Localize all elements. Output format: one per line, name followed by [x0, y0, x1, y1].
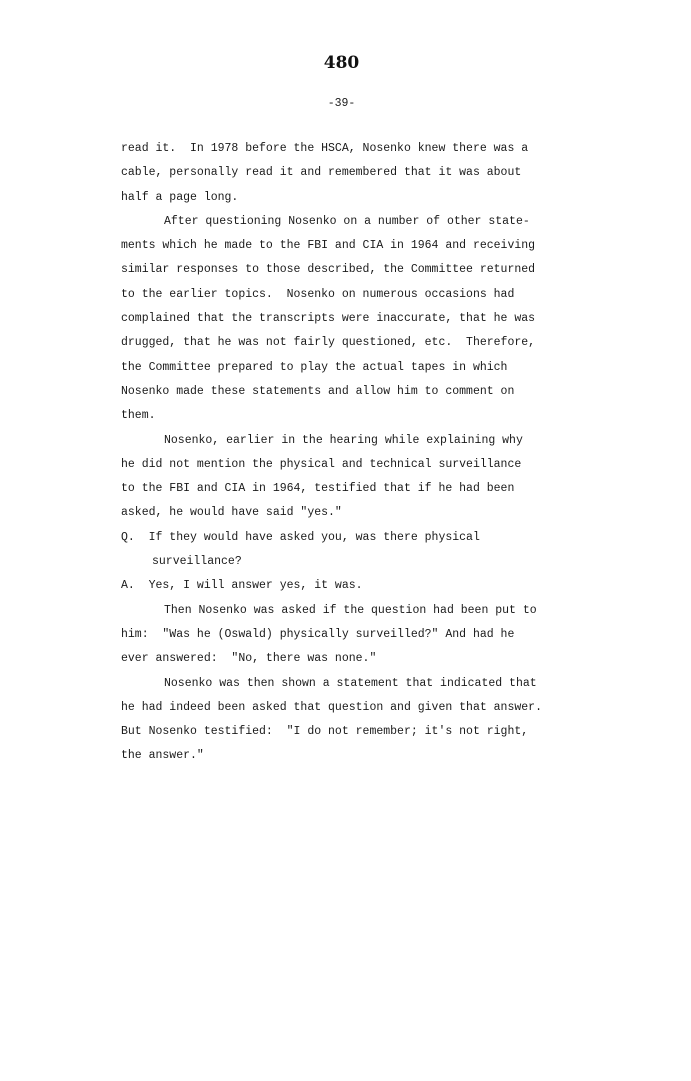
answer-line: A. Yes, I will answer yes, it was. — [121, 579, 363, 593]
text-line-24: he had indeed been asked that question and given that answer. — [121, 700, 542, 714]
text-line-20: Then Nosenko was asked if the question had been put to — [164, 603, 537, 617]
text-line-1: read it. In 1978 before the HSCA, Nosenko knew there was a — [121, 142, 529, 155]
text-line-25: But Nosenko testified: "I do not remember; it's not right, — [121, 725, 529, 739]
text-line-15: to the FBI and CIA in 1964, testified that if he had been — [121, 482, 515, 496]
text-line-23: Nosenko was then shown a statement that indicated that — [164, 676, 537, 690]
text-line-9: drugged, that he was not fairly questioned, etc. Therefore, — [121, 336, 536, 350]
text-line-8: complained that the transcripts were inaccurate, that he was — [121, 312, 536, 326]
text-line-12: them. — [121, 409, 156, 423]
body-text — [121, 141, 591, 773]
text-line-7: to the earlier topics. Nosenko on numerous occasions had — [121, 287, 515, 301]
text-line-13: Nosenko, earlier in the hearing while explaining why — [164, 433, 523, 447]
question-line: Q. If they would have asked you, was there physical — [121, 530, 480, 544]
text-line-5: ments which he made to the FBI and CIA in 1964 and receiving — [121, 239, 536, 253]
text-line-21: him: "Was he (Oswald) physically surveilled?" And had he — [121, 627, 515, 641]
text-line-2: cable, personally read it and remembered that it was about — [121, 166, 522, 180]
sub-page-number: -39- — [327, 97, 356, 110]
text-line-10: the Committee prepared to play the actual tapes in which — [121, 360, 508, 374]
text-line-11: Nosenko made these statements and allow him to comment on — [121, 384, 515, 398]
page-number: 480 — [323, 53, 360, 73]
question-continuation: surveillance? — [152, 555, 242, 569]
text-line-16: asked, he would have said "yes." — [121, 506, 342, 520]
text-line-22: ever answered: "No, there was none." — [121, 652, 377, 666]
text-line-26: the answer." — [121, 749, 204, 763]
text-line-3: half a page long. — [121, 190, 239, 204]
text-line-4: After questioning Nosenko on a number of other state- — [164, 214, 530, 228]
text-line-6: similar responses to those described, the Committee returned — [121, 263, 536, 277]
text-line-14: he did not mention the physical and technical surveillance — [121, 457, 522, 471]
